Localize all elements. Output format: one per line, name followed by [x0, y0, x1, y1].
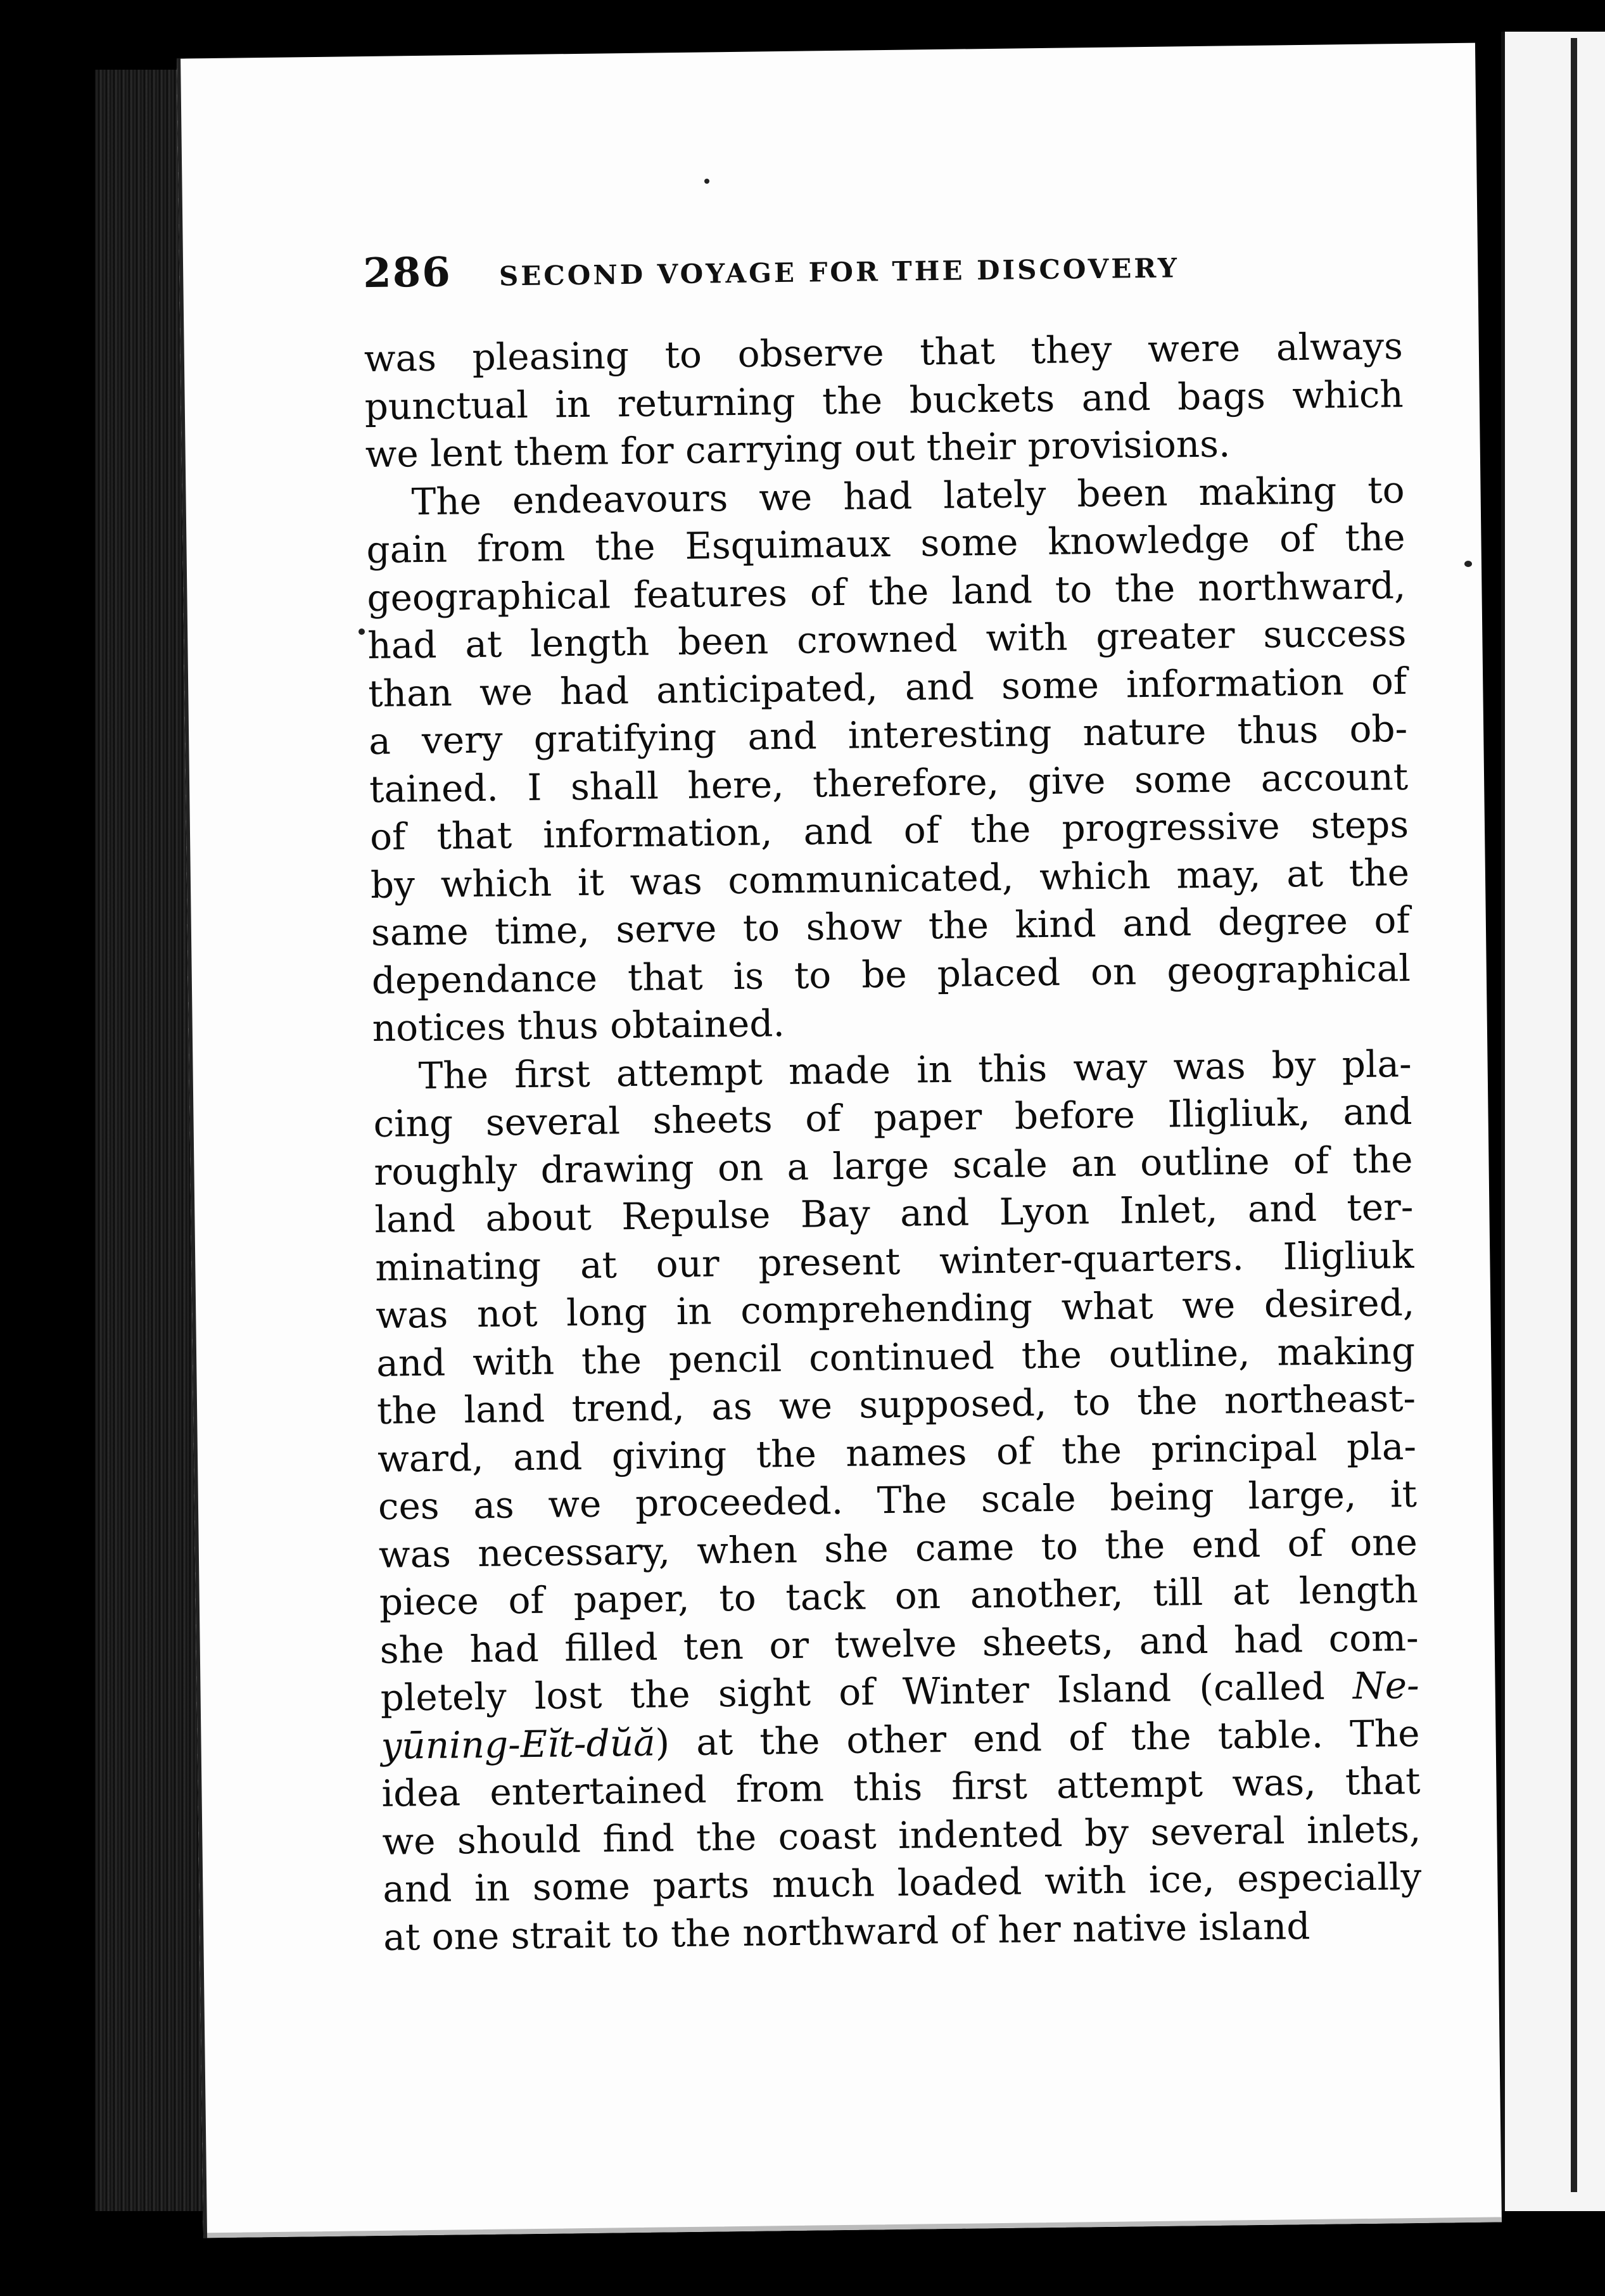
running-title: SECOND VOYAGE FOR THE DISCOVERY	[498, 252, 1180, 292]
text-line: a very gratifying and interesting nature thus ob-	[368, 706, 1408, 763]
text-line: idea entertained from this first attempt was, that	[381, 1759, 1421, 1815]
text-segment: ) at the other end of the table. The	[655, 1711, 1420, 1764]
book-binding-shadow	[1571, 38, 1577, 2192]
text-segment: pletely lost the sight of Winter Island (called	[380, 1664, 1354, 1719]
text-line: we lent them for carrying out their provisions.	[365, 422, 1231, 476]
text-line: piece of paper, to tack on another, till at length	[379, 1567, 1419, 1624]
page-number: 286	[362, 248, 452, 298]
text-line: by which it was communicated, which may, at the	[370, 850, 1410, 907]
text-line: roughly drawing on a large scale an outline of the	[374, 1137, 1413, 1194]
text-line: we should find the coast indented by several inlets,	[382, 1807, 1421, 1863]
text-line: was not long in comprehending what we desired,	[375, 1280, 1415, 1337]
text-line: she had filled ten or twelve sheets, and had com-	[379, 1616, 1419, 1672]
text-line: land about Repulse Bay and Lyon Inlet, and ter-	[374, 1185, 1414, 1241]
text-line: was pleasing to observe that they were always	[364, 324, 1404, 381]
text-line: cing several sheets of paper before Iligliuk, and	[373, 1089, 1412, 1145]
text-line: ward, and giving the names of the principal pla-	[377, 1424, 1417, 1481]
page-sheet	[177, 43, 1502, 2238]
text-line: than we had anticipated, and some information of	[367, 659, 1407, 715]
text-line: was necessary, when she came to the end of one	[378, 1520, 1418, 1576]
text-line: The endeavours we had lately been making to	[411, 468, 1405, 523]
text-line: gain from the Esquimaux some knowledge of the	[366, 516, 1405, 572]
scan-speck	[1464, 561, 1472, 567]
text-line: geographical features of the land to the northward,	[367, 563, 1406, 620]
italic-place-name: Ne-	[1352, 1663, 1419, 1708]
text-line: and with the pencil continued the outline, making	[376, 1329, 1416, 1385]
text-line: had at length been crowned with greater success	[367, 611, 1407, 668]
running-head	[363, 237, 1390, 297]
text-line: at one strait to the northward of her native island	[383, 1904, 1310, 1959]
scan-speck	[704, 179, 709, 184]
italic-place-name: yūning-Eĭt-dŭă	[381, 1721, 656, 1768]
body-text	[364, 322, 1422, 1961]
text-line: notices thus obtained.	[372, 1002, 785, 1050]
text-line: and in some parts much loaded with ice, especially	[382, 1854, 1422, 1911]
text-line: tained. I shall here, therefore, give some account	[369, 755, 1409, 811]
text-line: same time, serve to show the kind and degree of	[371, 898, 1411, 955]
text-line: punctual in returning the buckets and bags which	[364, 372, 1404, 428]
text-line: of that information, and of the progressive steps	[369, 802, 1409, 859]
text-line: ces as we proceeded. The scale being large, it	[377, 1472, 1418, 1528]
facing-page-edge	[1501, 32, 1605, 2211]
scan-speck	[358, 628, 365, 635]
text-line: dependance that is to be placed on geographical	[371, 946, 1411, 1002]
text-line: The first attempt made in this way was by pla-	[418, 1042, 1412, 1097]
text-line: the land trend, as we supposed, to the northeast-	[376, 1376, 1416, 1432]
text-line: minating at our present winter-quarters. Iligliuk	[374, 1233, 1414, 1289]
